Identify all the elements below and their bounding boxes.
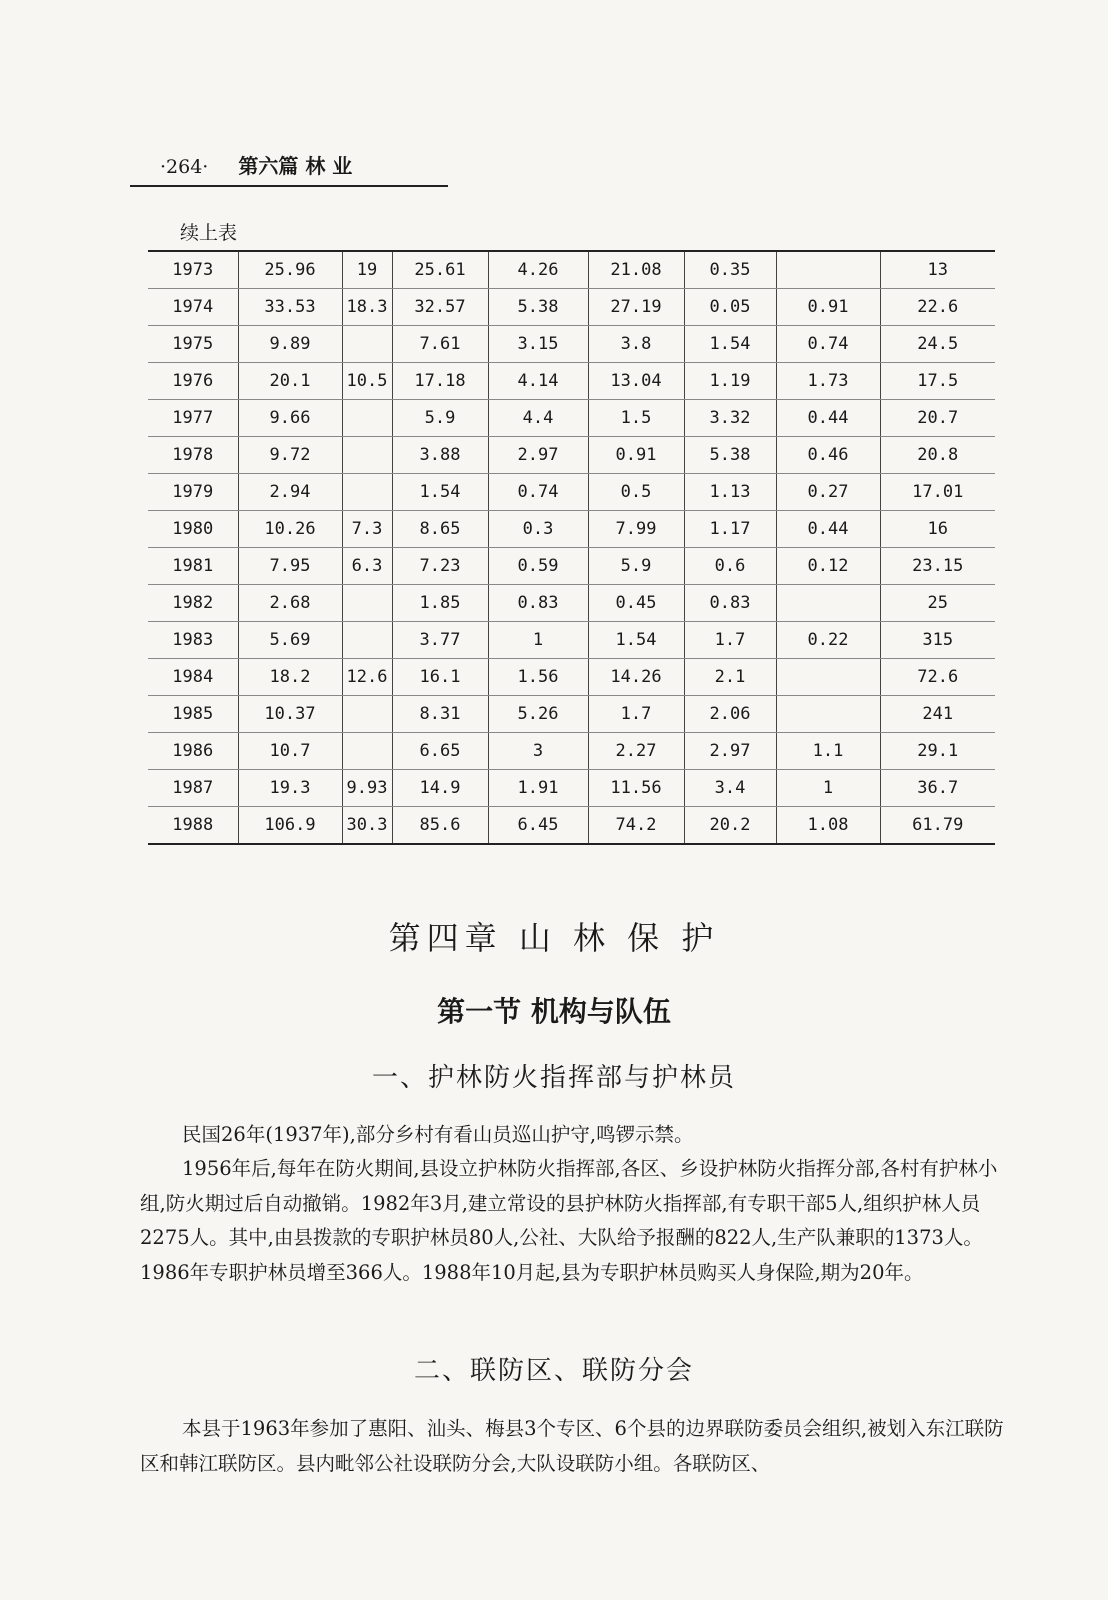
year-cell: 1973: [148, 251, 238, 289]
table-row: [148, 770, 995, 807]
value-cell: 5.69: [238, 622, 342, 659]
value-cell: 1.17: [684, 511, 776, 548]
value-cell: 4.14: [488, 363, 588, 400]
value-cell: 0.91: [776, 289, 880, 326]
value-cell: 17.18: [392, 363, 488, 400]
value-cell: 27.19: [588, 289, 684, 326]
value-cell: 7.99: [588, 511, 684, 548]
table-row: [148, 363, 995, 400]
value-cell: 14.26: [588, 659, 684, 696]
year-cell: 1977: [148, 400, 238, 437]
value-cell: 19.3: [238, 770, 342, 807]
value-cell: 5.9: [392, 400, 488, 437]
value-cell: 21.08: [588, 251, 684, 289]
value-cell: 85.6: [392, 807, 488, 845]
value-cell: 1.7: [588, 696, 684, 733]
value-cell: [342, 696, 392, 733]
value-cell: 2.94: [238, 474, 342, 511]
value-cell: [776, 251, 880, 289]
value-cell: 1.54: [392, 474, 488, 511]
table-row: [148, 696, 995, 733]
value-cell: 1.85: [392, 585, 488, 622]
value-cell: 3: [488, 733, 588, 770]
value-cell: 0.44: [776, 400, 880, 437]
value-cell: [342, 733, 392, 770]
value-cell: 1.91: [488, 770, 588, 807]
year-cell: 1974: [148, 289, 238, 326]
table-row: [148, 289, 995, 326]
table-row: [148, 807, 995, 845]
paragraph-1: 民国26年(1937年),部分乡村有看山员巡山护守,鸣锣示禁。: [182, 1123, 694, 1146]
value-cell: 0.27: [776, 474, 880, 511]
value-cell: 6.3: [342, 548, 392, 585]
value-cell: 0.74: [488, 474, 588, 511]
value-cell: 9.89: [238, 326, 342, 363]
value-cell: [342, 400, 392, 437]
value-cell: 1.54: [684, 326, 776, 363]
value-cell: 16: [880, 511, 995, 548]
value-cell: 20.1: [238, 363, 342, 400]
value-cell: 10.7: [238, 733, 342, 770]
value-cell: 2.06: [684, 696, 776, 733]
value-cell: 0.44: [776, 511, 880, 548]
value-cell: 24.5: [880, 326, 995, 363]
value-cell: 1: [488, 622, 588, 659]
value-cell: [342, 622, 392, 659]
value-cell: [776, 585, 880, 622]
value-cell: 9.66: [238, 400, 342, 437]
value-cell: 1: [776, 770, 880, 807]
value-cell: 1.19: [684, 363, 776, 400]
value-cell: 7.3: [342, 511, 392, 548]
value-cell: 61.79: [880, 807, 995, 845]
value-cell: 18.3: [342, 289, 392, 326]
table-row: [148, 548, 995, 585]
value-cell: 10.26: [238, 511, 342, 548]
paragraph-2: 1956年后,每年在防火期间,县设立护林防火指挥部,各区、乡设护林防火指挥分部,各村有护林小组,防火期过后自动撤销。1982年3月,建立常设的县护林防火指挥部,有专职干部5人,组织护林人员2275人。其中,由县拨款的专职护林员80人,公社、大队给予报酬的822人,生产队兼职的1373人。1986年专职护林员增至366人。1988年10月起,县为专职护林员购买人身保险,期为20年。: [140, 1157, 998, 1284]
table-row: [148, 622, 995, 659]
value-cell: 17.01: [880, 474, 995, 511]
subsection-title-1: 一、护林防火指挥部与护林员: [371, 1063, 736, 1093]
value-cell: 25: [880, 585, 995, 622]
year-cell: 1981: [148, 548, 238, 585]
year-cell: 1984: [148, 659, 238, 696]
value-cell: 2.27: [588, 733, 684, 770]
value-cell: 1.5: [588, 400, 684, 437]
value-cell: 20.2: [684, 807, 776, 845]
value-cell: 9.72: [238, 437, 342, 474]
value-cell: 0.35: [684, 251, 776, 289]
value-cell: [342, 326, 392, 363]
chapter-title: 第四章 山 林 保 护: [388, 919, 720, 957]
year-cell: 1980: [148, 511, 238, 548]
page-number: ·264·: [160, 156, 209, 178]
value-cell: 6.65: [392, 733, 488, 770]
value-cell: [342, 585, 392, 622]
running-header: [130, 150, 448, 187]
value-cell: 18.2: [238, 659, 342, 696]
value-cell: 5.26: [488, 696, 588, 733]
table-body: [148, 251, 995, 844]
value-cell: 0.5: [588, 474, 684, 511]
value-cell: 1.7: [684, 622, 776, 659]
year-cell: 1978: [148, 437, 238, 474]
value-cell: [342, 474, 392, 511]
value-cell: 0.45: [588, 585, 684, 622]
value-cell: 0.74: [776, 326, 880, 363]
table-row: [148, 437, 995, 474]
value-cell: 8.65: [392, 511, 488, 548]
value-cell: 5.9: [588, 548, 684, 585]
value-cell: 25.61: [392, 251, 488, 289]
part-title: 第六篇 林 业: [238, 154, 353, 178]
value-cell: 5.38: [488, 289, 588, 326]
year-cell: 1985: [148, 696, 238, 733]
table-row: [148, 326, 995, 363]
value-cell: 2.97: [488, 437, 588, 474]
value-cell: 3.8: [588, 326, 684, 363]
value-cell: 0.12: [776, 548, 880, 585]
value-cell: 20.8: [880, 437, 995, 474]
value-cell: 0.22: [776, 622, 880, 659]
table-row: [148, 585, 995, 622]
value-cell: 33.53: [238, 289, 342, 326]
value-cell: 241: [880, 696, 995, 733]
year-cell: 1987: [148, 770, 238, 807]
value-cell: 12.6: [342, 659, 392, 696]
subsection-title-2: 二、联防区、联防分会: [413, 1356, 694, 1386]
value-cell: 0.83: [488, 585, 588, 622]
value-cell: 32.57: [392, 289, 488, 326]
value-cell: 0.46: [776, 437, 880, 474]
year-cell: 1983: [148, 622, 238, 659]
value-cell: [776, 696, 880, 733]
value-cell: 8.31: [392, 696, 488, 733]
section-title: 第一节 机构与队伍: [437, 995, 671, 1028]
year-cell: 1975: [148, 326, 238, 363]
value-cell: 4.26: [488, 251, 588, 289]
value-cell: 0.6: [684, 548, 776, 585]
value-cell: 0.83: [684, 585, 776, 622]
value-cell: 0.59: [488, 548, 588, 585]
value-cell: 315: [880, 622, 995, 659]
value-cell: 17.5: [880, 363, 995, 400]
value-cell: [776, 659, 880, 696]
table-row: [148, 474, 995, 511]
value-cell: 0.05: [684, 289, 776, 326]
table-row: [148, 251, 995, 289]
value-cell: 106.9: [238, 807, 342, 845]
value-cell: 11.56: [588, 770, 684, 807]
value-cell: 0.3: [488, 511, 588, 548]
value-cell: [342, 437, 392, 474]
value-cell: 3.4: [684, 770, 776, 807]
value-cell: 4.4: [488, 400, 588, 437]
value-cell: 1.56: [488, 659, 588, 696]
value-cell: 16.1: [392, 659, 488, 696]
value-cell: 30.3: [342, 807, 392, 845]
value-cell: 6.45: [488, 807, 588, 845]
year-cell: 1979: [148, 474, 238, 511]
value-cell: 36.7: [880, 770, 995, 807]
table-row: [148, 400, 995, 437]
year-cell: 1988: [148, 807, 238, 845]
value-cell: 23.15: [880, 548, 995, 585]
table-row: [148, 659, 995, 696]
value-cell: 3.88: [392, 437, 488, 474]
value-cell: 7.23: [392, 548, 488, 585]
value-cell: 2.68: [238, 585, 342, 622]
paragraph-3: 本县于1963年参加了惠阳、汕头、梅县3个专区、6个县的边界联防委员会组织,被划入东江联防区和韩江联防区。县内毗邻公社设联防分会,大队设联防小组。各联防区、: [140, 1417, 1004, 1475]
value-cell: 10.37: [238, 696, 342, 733]
value-cell: 3.32: [684, 400, 776, 437]
value-cell: 72.6: [880, 659, 995, 696]
data-table: [148, 250, 995, 845]
year-cell: 1976: [148, 363, 238, 400]
value-cell: 7.61: [392, 326, 488, 363]
value-cell: 2.97: [684, 733, 776, 770]
year-cell: 1986: [148, 733, 238, 770]
value-cell: 3.15: [488, 326, 588, 363]
value-cell: 22.6: [880, 289, 995, 326]
value-cell: 13.04: [588, 363, 684, 400]
value-cell: 1.54: [588, 622, 684, 659]
value-cell: 14.9: [392, 770, 488, 807]
value-cell: 20.7: [880, 400, 995, 437]
value-cell: 1.1: [776, 733, 880, 770]
value-cell: 1.73: [776, 363, 880, 400]
value-cell: 10.5: [342, 363, 392, 400]
value-cell: 5.38: [684, 437, 776, 474]
year-cell: 1982: [148, 585, 238, 622]
value-cell: 3.77: [392, 622, 488, 659]
value-cell: 25.96: [238, 251, 342, 289]
value-cell: 0.91: [588, 437, 684, 474]
value-cell: 2.1: [684, 659, 776, 696]
table-caption: 续上表: [180, 222, 238, 244]
value-cell: 74.2: [588, 807, 684, 845]
value-cell: 9.93: [342, 770, 392, 807]
table-row: [148, 733, 995, 770]
value-cell: 1.13: [684, 474, 776, 511]
value-cell: 29.1: [880, 733, 995, 770]
value-cell: 13: [880, 251, 995, 289]
value-cell: 19: [342, 251, 392, 289]
value-cell: 7.95: [238, 548, 342, 585]
value-cell: 1.08: [776, 807, 880, 845]
table-row: [148, 511, 995, 548]
